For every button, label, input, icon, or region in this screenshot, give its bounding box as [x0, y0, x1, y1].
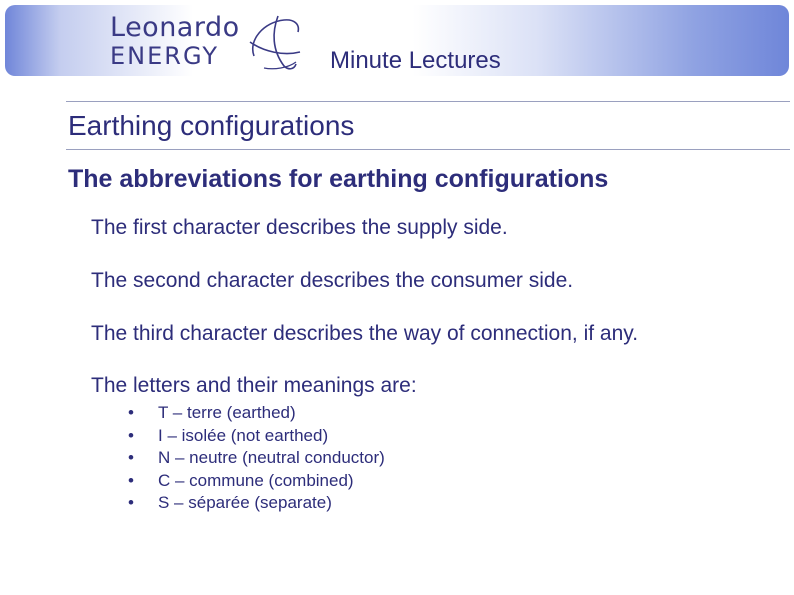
- logo-text-leonardo: Leonardo: [110, 12, 240, 43]
- list-item-text: I – isolée (not earthed): [158, 425, 329, 445]
- list-item: [128, 492, 385, 515]
- list-item: [128, 470, 385, 493]
- slide-subheading: The abbreviations for earthing configurations: [68, 165, 609, 193]
- text-line-first-character: The first character describes the supply side.: [91, 216, 508, 239]
- list-item-text: T – terre (earthed): [158, 403, 296, 422]
- bullet-icon: •: [128, 448, 134, 467]
- logo-text-energy: ENERGY: [110, 42, 220, 70]
- text-line-third-character: The third character describes the way of connection, if any.: [91, 322, 639, 345]
- text-line-second-character: The second character describes the consumer side.: [91, 269, 574, 292]
- leonardo-energy-logo: [110, 14, 240, 70]
- list-item-text: N – neutre (neutral conductor): [158, 448, 385, 467]
- title-rule-top: [66, 101, 790, 102]
- list-item: [128, 402, 385, 425]
- list-item: [128, 447, 385, 470]
- list-item: [128, 425, 385, 448]
- bullet-icon: •: [128, 403, 134, 422]
- title-rule-bottom: [66, 149, 790, 150]
- header-subtitle: Minute Lectures: [330, 47, 501, 74]
- bullet-icon: •: [128, 425, 134, 445]
- list-item-text: S – séparée (separate): [158, 493, 332, 512]
- orbit-swirl-icon: [244, 12, 306, 74]
- bullet-icon: •: [128, 470, 134, 490]
- slide-title: Earthing configurations: [68, 110, 355, 141]
- letter-meanings-list: [128, 402, 385, 515]
- list-item-text: C – commune (combined): [158, 470, 354, 490]
- text-line-letters-intro: The letters and their meanings are:: [91, 374, 417, 397]
- bullet-icon: •: [128, 493, 134, 512]
